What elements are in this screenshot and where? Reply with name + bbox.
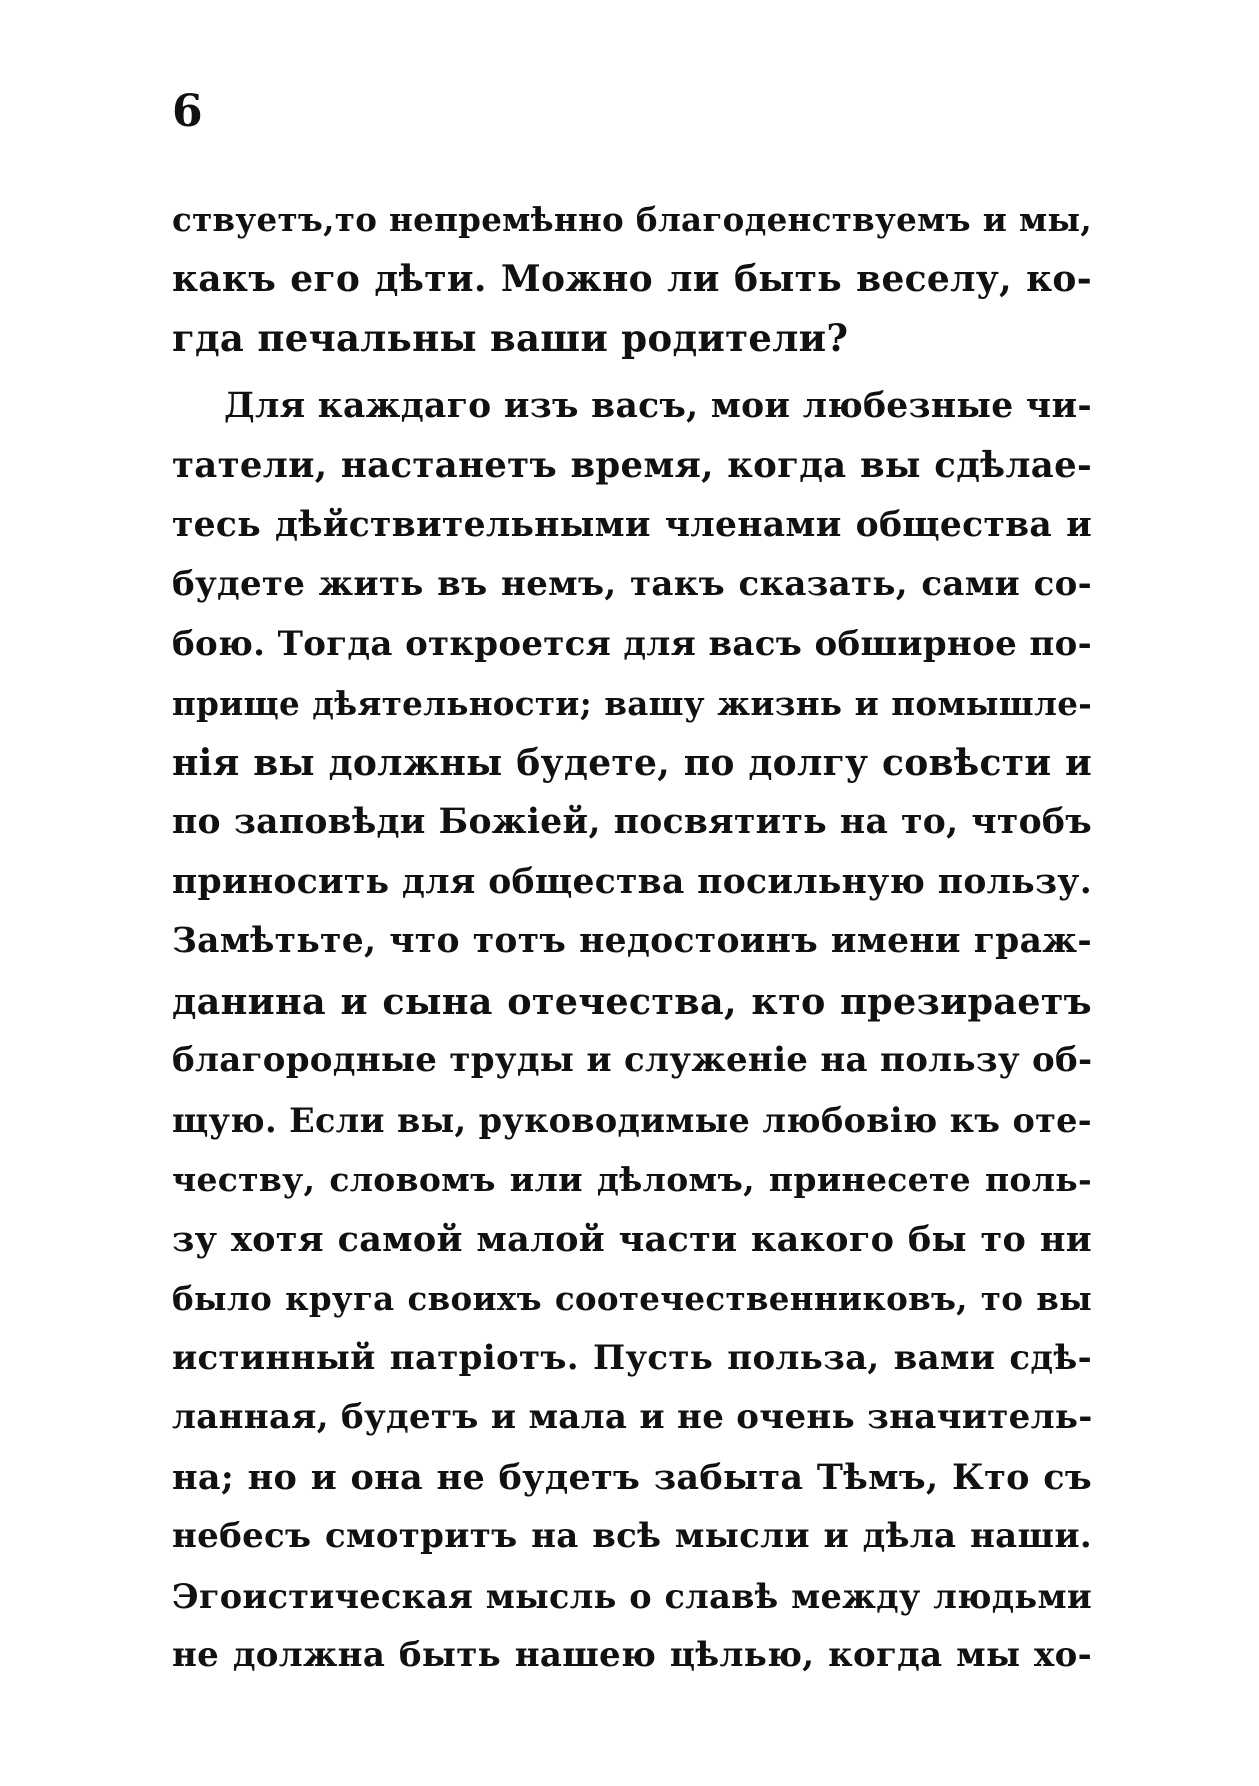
text-line: нія вы должны будете, по долгу совѣсти и bbox=[172, 741, 1092, 784]
paragraph-1 bbox=[172, 190, 1092, 369]
text-line: ствуетъ,то непремѣнно благоденствуемъ и мы, bbox=[172, 200, 1092, 239]
page-number: 6 bbox=[172, 86, 203, 137]
text-line: зу хотя самой малой части какого бы то ни bbox=[172, 1218, 1092, 1260]
text-line: бою. Тогда откроется для васъ обширное по- bbox=[172, 623, 1092, 664]
text-line: ланная, будетъ и мала и не очень значитель- bbox=[172, 1397, 1093, 1437]
text-line: данина и сына отечества, кто презираетъ bbox=[172, 979, 1092, 1023]
text-line: Для каждаго изъ васъ, мои любезные чи- bbox=[224, 385, 1092, 426]
text-line: прище дѣятельности; вашу жизнь и помышле- bbox=[172, 684, 1092, 723]
text-line: тесь дѣйствительными членами общества и bbox=[172, 504, 1092, 545]
text-line: было круга своихъ соотечественниковъ, то вы bbox=[172, 1279, 1092, 1318]
text-line: не должна быть нашею цѣлью, когда мы хо- bbox=[172, 1635, 1092, 1675]
text-line: честву, словомъ или дѣломъ, принесете поль- bbox=[172, 1160, 1092, 1199]
text-line: истинный патріотъ. Пусть польза, вами сдѣ- bbox=[172, 1337, 1092, 1378]
text-line: Эгоистическая мысль о славѣ между людьми bbox=[172, 1576, 1092, 1616]
text-line: какъ его дѣти. Можно ли быть веселу, ко- bbox=[172, 257, 1092, 300]
text-line: татели, настанетъ время, когда вы сдѣлае- bbox=[172, 445, 1092, 486]
text-line: будете жить въ немъ, такъ сказать, сами со- bbox=[172, 564, 1092, 604]
body-text bbox=[172, 190, 1092, 1686]
text-line: гда печальны ваши родители? bbox=[172, 316, 849, 360]
text-line: приносить для общества посильную пользу. bbox=[172, 861, 1092, 902]
text-line: на; но и она не будетъ забыта Тѣмъ, Кто съ bbox=[172, 1456, 1092, 1498]
text-line: благородные труды и служеніе на пользу об- bbox=[172, 1040, 1093, 1080]
text-line: Замѣтьте, что тотъ недостоинъ имени граж- bbox=[172, 921, 1092, 961]
text-line: щую. Если вы, руководимые любовію къ оте- bbox=[172, 1100, 1092, 1140]
text-line: по заповѣди Божіей, посвятить на то, чтобъ bbox=[172, 802, 1092, 842]
text-line: небесъ смотритъ на всѣ мысли и дѣла наши. bbox=[172, 1516, 1092, 1556]
paragraph-2 bbox=[172, 377, 1092, 1686]
